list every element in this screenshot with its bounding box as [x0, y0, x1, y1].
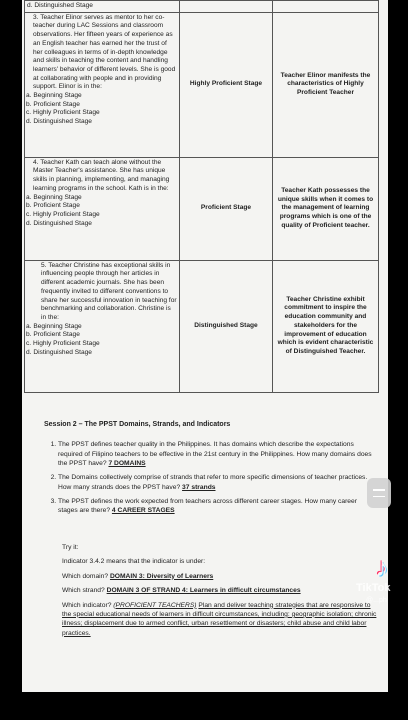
stage-answer: Distinguished Stage — [180, 260, 273, 392]
answer-text: 37 strands — [182, 483, 216, 491]
tiktok-logo-icon: ♪ — [375, 552, 389, 582]
indicator-line — [62, 601, 380, 639]
explanation: Teacher Kath possesses the unique skills when it comes to the management of learning programs which is one of the quality of Proficient teacher. — [273, 157, 379, 260]
menu-handle-icon[interactable] — [367, 478, 391, 508]
table-row — [25, 1, 379, 13]
domain-line — [62, 572, 380, 581]
explanation: Teacher Elinor manifests the characteristics of Highly Proficient Teacher — [273, 12, 379, 157]
strand-answer: DOMAIN 3 OF STRAND 4: Learners in difficult circumstances — [106, 587, 301, 595]
option-text: d. Distinguished Stage — [26, 219, 92, 227]
option-text: a. Beginning Stage — [26, 322, 82, 330]
question-text: The PPST defines the work expected from teachers across different career stages. How many career stages are there? — [58, 497, 357, 515]
option-text: b. Proficient Stage — [26, 100, 80, 108]
list-item — [58, 497, 376, 516]
tiktok-handle: @...ph — [366, 597, 387, 604]
strand-question: Which strand? — [62, 587, 105, 595]
domain-question: Which domain? — [62, 572, 109, 580]
question-text: The PPST defines teacher quality in the Philippines. It has domains which describe the expectations required of Filipino teachers to be effective in the 21st century in the Philippines. How many domains does the PPST have? — [58, 441, 372, 468]
option-text: d. Distinguished Stage — [26, 348, 92, 356]
domain-answer: DOMAIN 3: Diversity of Learners — [109, 572, 214, 580]
table-row — [25, 260, 379, 392]
option-text: d. Distinguished Stage — [27, 2, 93, 9]
table-row — [25, 157, 379, 260]
section-heading: Session 2 – The PPST Domains, Strands, and Indicators — [44, 421, 231, 428]
list-item — [58, 473, 376, 492]
stage-answer: Proficient Stage — [180, 157, 273, 260]
answer-table — [24, 0, 379, 393]
option-text: c. Highly Proficient Stage — [26, 340, 100, 348]
option-text: c. Highly Proficient Stage — [26, 210, 100, 218]
option-text: a. Beginning Stage — [26, 193, 82, 201]
try-it-intro: Indicator 3.4.2 means that the indicator is under: — [62, 558, 206, 566]
question-text: 5. Teacher Christine has exceptional skills in influencing people through her articles in different academic journals. She has been frequently invited to different conventions to share her successful innovation in teaching for benchmarking and collaboration. Christine is in the: — [41, 261, 177, 321]
explanation: Teacher Christine exhibit commitment to inspire the education community and stakeholders for the improvement of education which is evident characteristic of Distinguished Teacher. — [273, 260, 379, 392]
answer-text: 7 DOMAINS — [108, 460, 146, 468]
option-text: b. Proficient Stage — [26, 202, 80, 210]
indicator-tag: (PROFICIENT TEACHERS) — [113, 601, 197, 609]
indicator-question: Which indicator? — [62, 601, 112, 609]
option-text: c. Highly Proficient Stage — [26, 109, 100, 117]
option-text: b. Proficient Stage — [26, 331, 80, 339]
question-text: 4. Teacher Kath can teach alone without the Master Teacher's assistance. She has unique skills in planning, implementing, and managing learning programs in the school. Kath is in the: — [33, 158, 170, 192]
tiktok-watermark: TikTok — [356, 582, 391, 594]
list-item — [58, 440, 376, 469]
table-cell — [180, 1, 273, 13]
try-it-section — [62, 543, 380, 643]
question-cell — [25, 157, 180, 260]
try-it-label: Try it: — [62, 544, 79, 551]
table-row — [25, 12, 379, 157]
answer-text: 4 CAREER STAGES — [111, 507, 175, 515]
strand-line — [62, 586, 380, 595]
table-cell — [273, 1, 379, 13]
document-page — [22, 0, 391, 692]
option-text: a. Beginning Stage — [26, 92, 82, 100]
table-cell — [25, 1, 180, 13]
question-cell — [25, 260, 180, 392]
question-cell — [25, 12, 180, 157]
option-text: d. Distinguished Stage — [26, 118, 92, 126]
question-list — [44, 440, 376, 520]
indicator-answer: Plan and deliver teaching strategies that are responsive to the special educational needs of learners in difficult circumstances, including: geographic isolation; chronic illness; displacement due to armed conflict, urban resettlement or disasters; child abuse and child labor practices. — [62, 601, 377, 637]
question-text: The Domains collectively comprise of strands that refer to more specific dimensions of teacher practices. How many strands does the PPST have? — [58, 474, 368, 491]
stage-answer: Highly Proficient Stage — [180, 12, 273, 157]
question-text: 3. Teacher Elinor serves as mentor to her co-teacher during LAC Sessions and classroom observations. Her fifteen years of experience as an English teacher has earned her the trust of her colleagues in terms of in-depth knowledge and skills in teaching the content and handling learners' behavior of different levels. She is good at collaborating with people and in providing support. Elinor is in the: — [33, 13, 176, 91]
